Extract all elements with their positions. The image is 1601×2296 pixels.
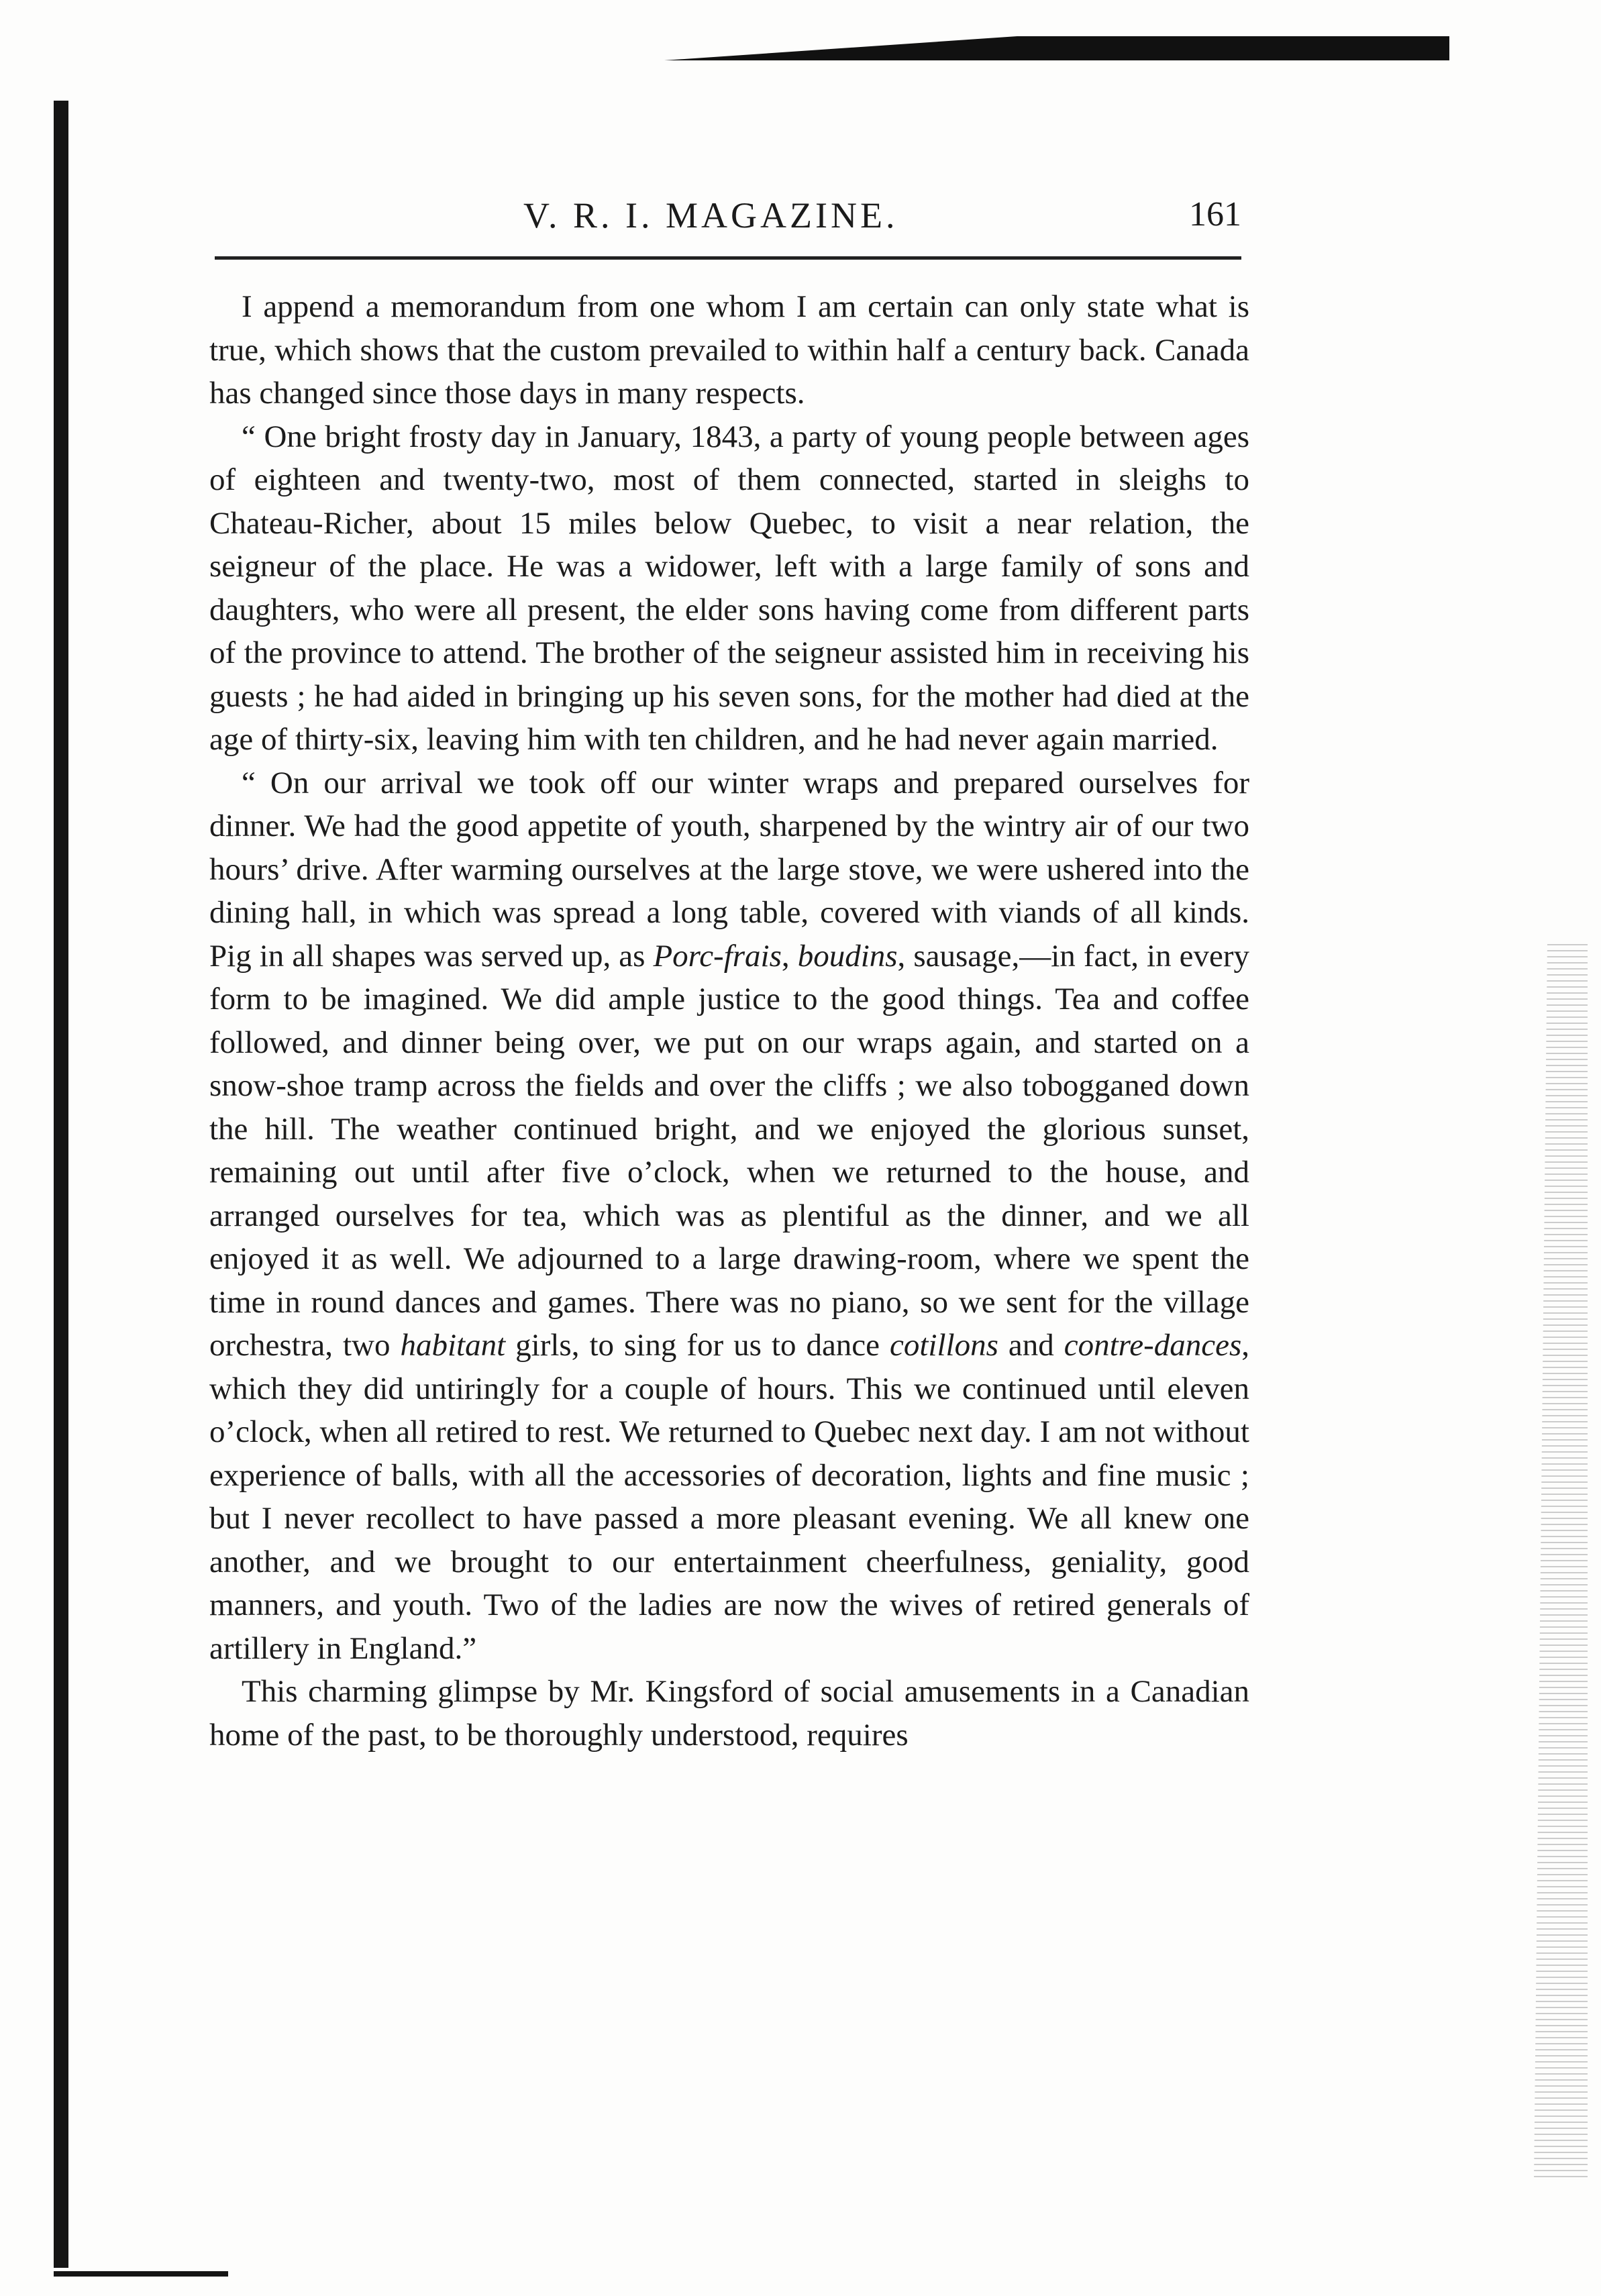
italic-term: habitant — [400, 1328, 506, 1363]
text-run: , sausage,—in fact, in every form to be imagined. We did ample justice to the good things. Tea and coffee followed, and dinner being over, we put on our wraps again, and started on a snow-shoe tramp across the fields and over the cliffs ; we also tobogganed down the hill. The weather continued bright, and we enjoyed the glorious sunset, remaining out until after five o’clock, when we returned to the house, and arranged ourselves for tea, which was as plentiful as the dinner, and we all enjoyed it as well. We adjourned to a large drawing-room, where we spent the time in round dances and games. There was no piano, so we sent for the village orchestra, two — [209, 938, 1249, 1363]
paragraph — [209, 285, 1249, 415]
page-number: 161 — [1189, 195, 1241, 233]
paragraph — [209, 415, 1249, 762]
text-run: girls, to sing for us to dance — [505, 1328, 890, 1363]
text-run: and — [998, 1328, 1064, 1363]
paragraph — [209, 762, 1249, 1671]
binding-edge-foot — [54, 2271, 228, 2277]
italic-term: boudins — [797, 938, 898, 974]
header-rule — [215, 256, 1241, 260]
italic-term: contre-dances — [1064, 1328, 1242, 1363]
article-body — [209, 285, 1249, 1757]
italic-term: cotillons — [890, 1328, 998, 1363]
binding-edge-shadow — [54, 101, 68, 2268]
text-run: , — [781, 938, 798, 974]
text-run: “ On our arrival we took off our winter wraps and prepared ourselves for dinner. We had the good appetite of youth, sharpened by the wintry air of our two hours’ drive. After warming ourselves at the large stove, we were ushered into the dining hall, in which was spread a long table, covered with viands of all kinds. Pig in all shapes was served up, as — [209, 765, 1249, 974]
text-run: This charming glimpse by Mr. Kingsford of social amusements in a Canadian home of the past, to be thoroughly understood, requires — [209, 1674, 1249, 1753]
text-run: I append a memorandum from one whom I am certain can only state what is true, which shows that the custom prevailed to within half a century back. Canada has changed since those days in many respects. — [209, 289, 1249, 411]
italic-term: Porc-frais — [653, 938, 782, 974]
text-run: “ One bright frosty day in January, 1843, a party of young people between ages of eighteen and twenty-two, most of them connected, started in sleighs to Chateau-Richer, about 15 miles below Quebec, to visit a near relation, the seigneur of the place. He was a widower, left with a large family of sons and daughters, who were all present, the elder sons having come from different parts of the province to attend. The brother of the seigneur assisted him in receiving his guests ; he had aided in bringing up his seven sons, for the mother had died at the age of thirty-six, leaving him with ten children, and he had never again married. — [209, 419, 1249, 757]
scan-edge-noise — [1520, 939, 1588, 2181]
scan-edge-shadow — [664, 7, 1449, 60]
text-run: , which they did untiringly for a couple of hours. This we continued until eleven o’clock, when all retired to rest. We returned to Quebec next day. I am not without experience of balls, with all the accessories of decoration, lights and fine music ; but I never recollect to have passed a more pleasant evening. We all knew one another, and we brought to our entertainment cheerfulness, geniality, good manners, and youth. Two of the ladies are now the wives of retired generals of artillery in England.” — [209, 1328, 1249, 1666]
paragraph — [209, 1670, 1249, 1757]
running-title: V. R. I. MAGAZINE. — [523, 195, 898, 236]
page-header — [215, 195, 1241, 255]
